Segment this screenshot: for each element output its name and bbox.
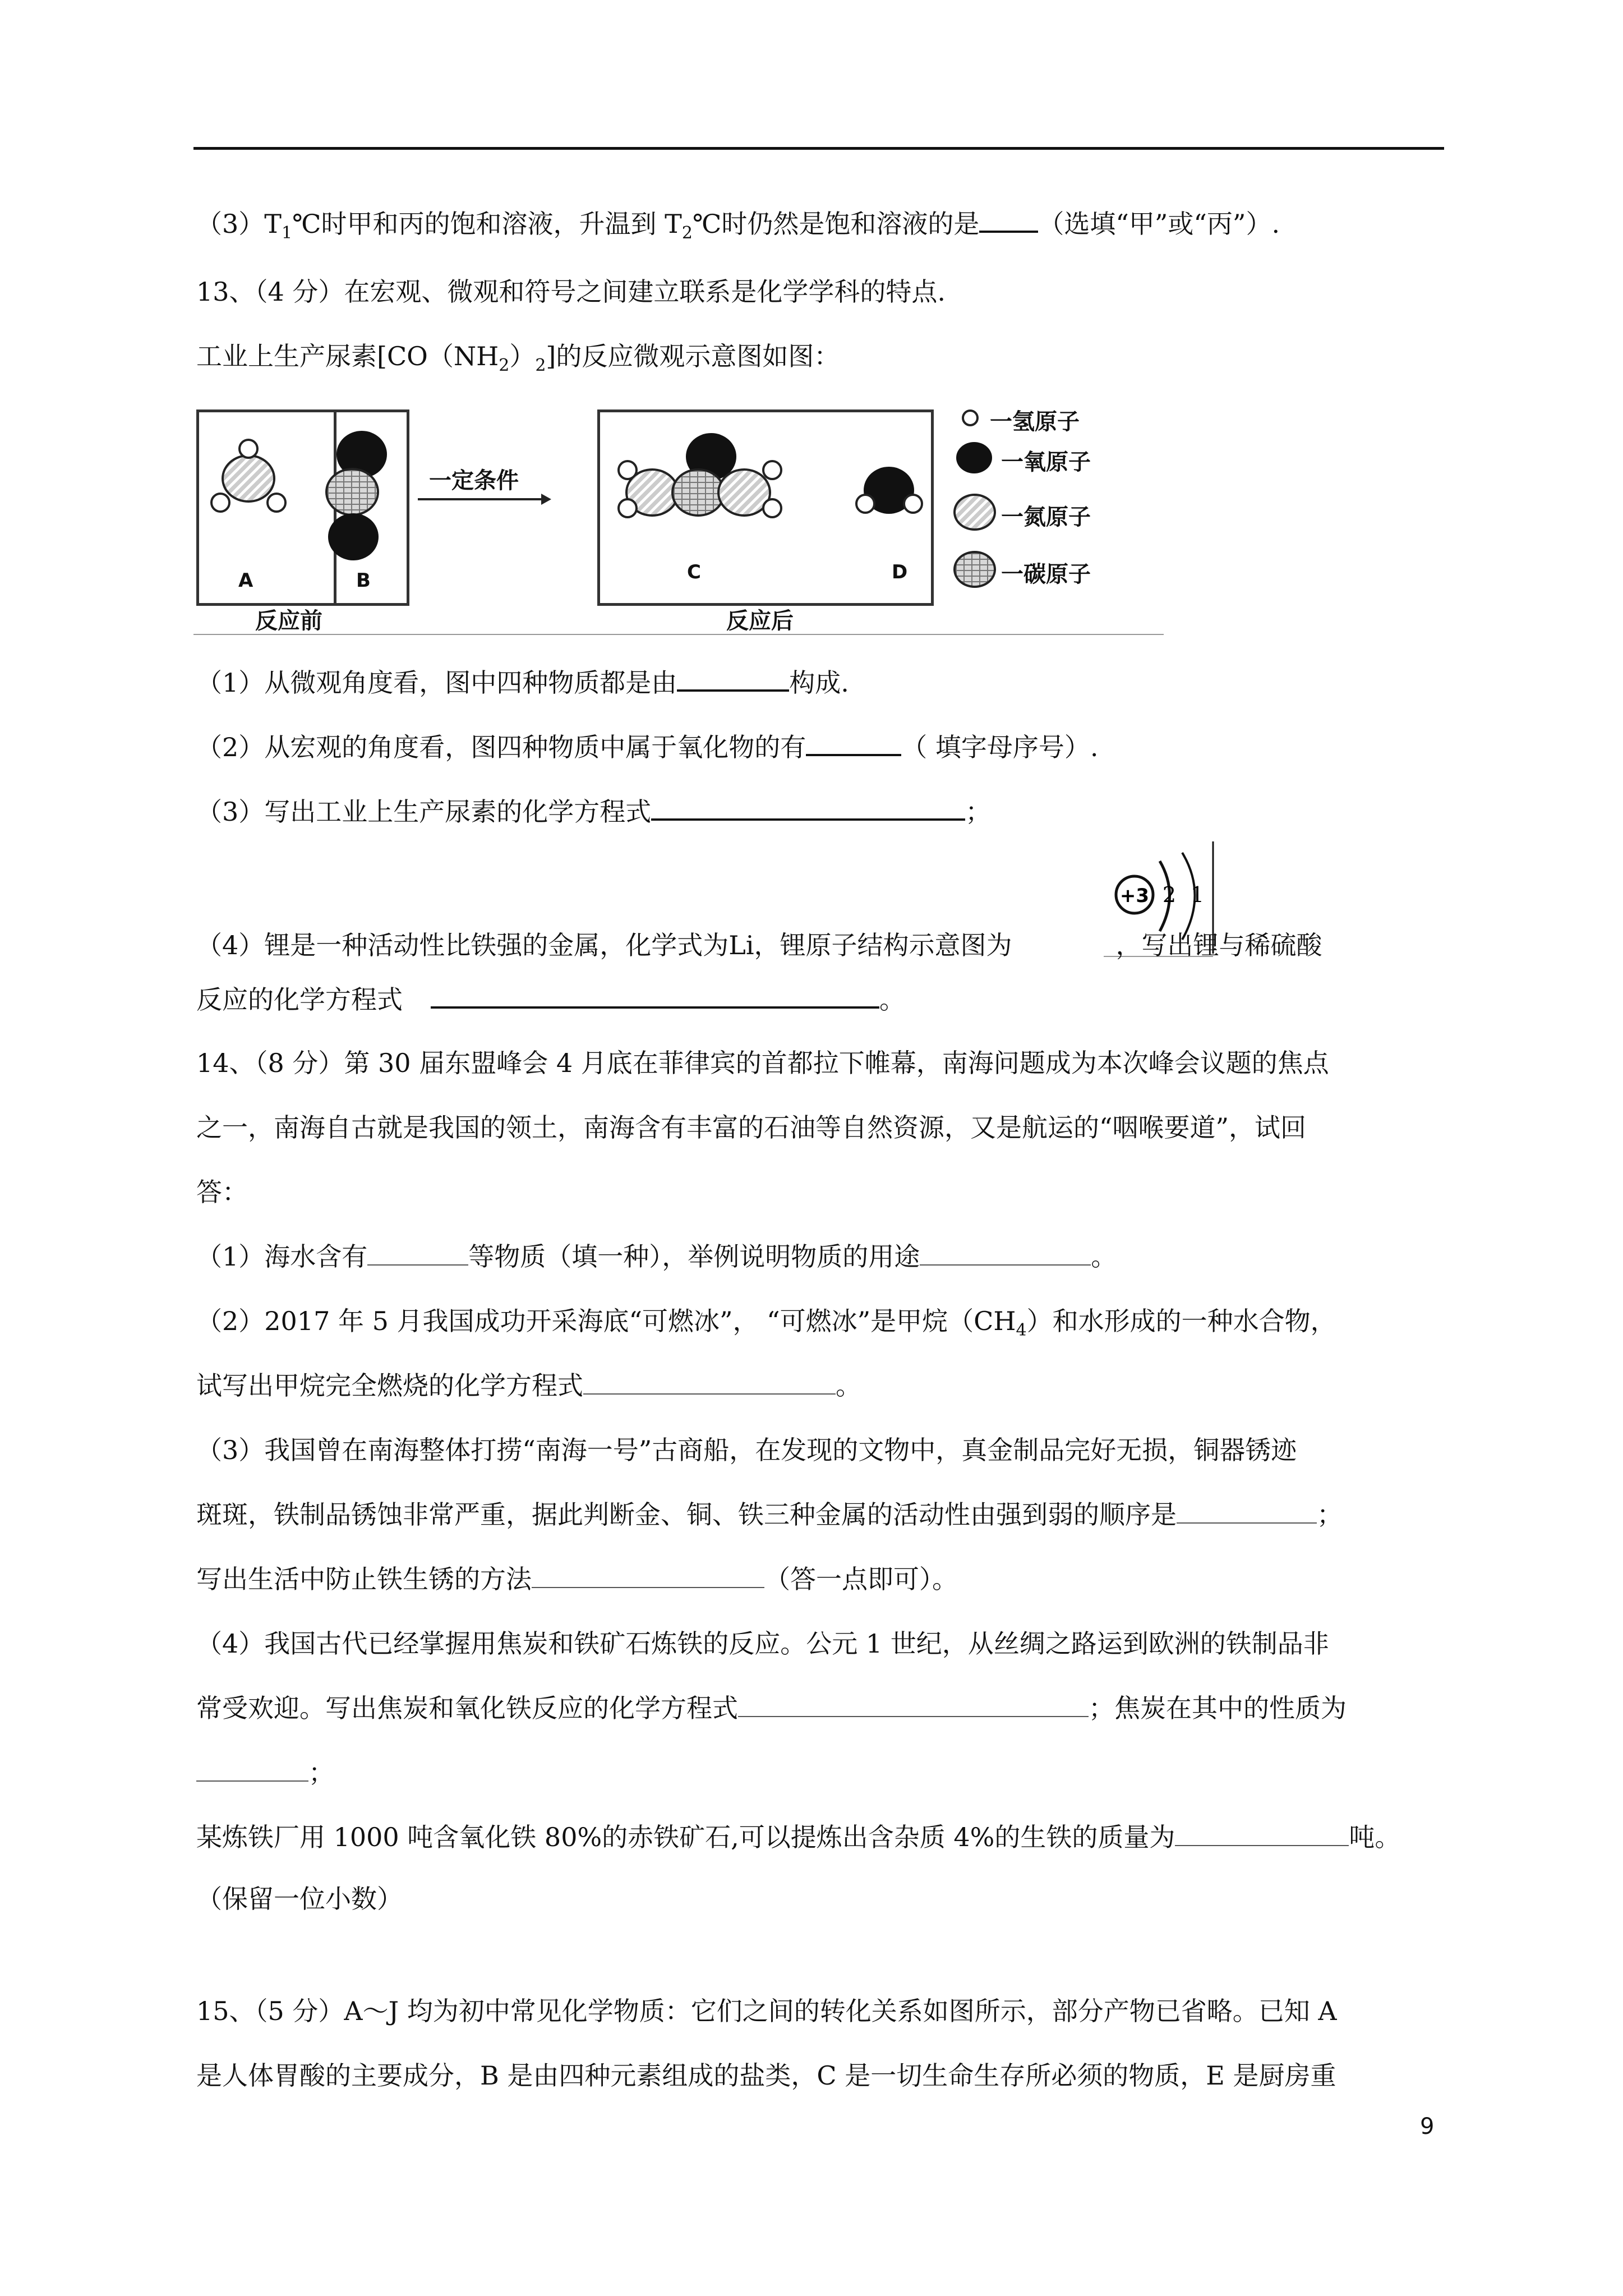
q13-part4b: 反应的化学方程式 。 — [196, 982, 905, 1016]
q14-part4b: 常受欢迎。写出焦炭和氧化铁反应的化学方程式 ；焦炭在其中的性质为 — [196, 1691, 1347, 1725]
legend-hydrogen: 一氢原子 — [990, 408, 1080, 435]
label-d: D — [892, 561, 908, 583]
q12-part3: $(3)T_1℃$时甲和丙的饱和溶液，升温到 $T_2℃$时仍然是饱和溶液的是 （选填“甲”或“丙”）. — [196, 206, 1280, 241]
q14-part4d: 某炼铁厂用 1000 吨含氧化铁 80%的赤铁矿石,可以提炼出含杂质 4%的生铁的质量为 吨。 — [196, 1820, 1400, 1854]
q14-heading-3: 答： — [196, 1177, 248, 1207]
answer-blank[interactable] — [651, 794, 965, 821]
caption-after: 反应后 — [726, 608, 794, 634]
answer-blank[interactable] — [920, 1240, 1091, 1266]
answer-blank[interactable] — [196, 1756, 308, 1782]
answer-blank[interactable] — [431, 982, 879, 1009]
carbon-atom — [325, 468, 379, 516]
answer-blank[interactable] — [583, 1369, 836, 1395]
q14-part2b: 试写出甲烷完全燃烧的化学方程式 。 — [196, 1369, 861, 1402]
q13-part4a: （4）锂是一种活动性比铁强的金属，化学式为Li，锂原子结构示意图为 ，写出锂与稀硫酸 — [196, 930, 1322, 960]
legend-nitrogen: 一氮原子 — [1001, 504, 1091, 530]
lithium-nucleus: +3 — [1119, 885, 1150, 907]
q13-part1: （1）从微观角度看，图中四种物质都是由 构成. — [196, 665, 849, 700]
q14-part3a: （3）我国曾在南海整体打捞“南海一号”古商船，在发现的文物中，真金制品完好无损，铜器锈迹 — [196, 1435, 1297, 1465]
header-rule — [193, 147, 1444, 150]
q13-part2: （2）从宏观的角度看，图四种物质中属于氧化物的有 （ 填字母序号）. — [196, 729, 1099, 764]
hydrogen-atom — [903, 494, 923, 514]
q14-part4c: ； — [196, 1756, 334, 1789]
answer-blank[interactable] — [532, 1562, 764, 1588]
hydrogen-atom — [210, 493, 230, 513]
reaction-arrow — [418, 491, 552, 508]
q14-part1: （1）海水含有 等物质（填一种），举例说明物质的用途 。 — [196, 1240, 1117, 1273]
q13-part3: （3）写出工业上生产尿素的化学方程式 ； — [196, 794, 991, 829]
q15-line1: 15、（5 分）A～J 均为初中常见化学物质：它们之间的转化关系如图所示，部分产物已省略。已知 A — [196, 1996, 1337, 2026]
q14-heading-1: 14、（8 分）第 30 届东盟峰会 4 月底在菲律宾的首都拉下帷幕，南海问题成为本次峰会议题的焦点 — [196, 1048, 1329, 1078]
oxygen-atom — [328, 513, 379, 560]
hydrogen-atom — [238, 439, 259, 459]
hydrogen-atom — [266, 493, 287, 513]
hydrogen-atom — [617, 498, 638, 518]
page-number: 9 — [1420, 2114, 1435, 2139]
q14-heading-2: 之一，南海自古就是我国的领土，南海含有丰富的石油等自然资源，又是航运的“咽喉要道”，试回 — [196, 1112, 1307, 1143]
answer-blank[interactable] — [806, 729, 901, 756]
answer-blank[interactable] — [677, 665, 789, 692]
legend-oxygen: 一氧原子 — [1001, 449, 1091, 475]
legend-oxygen-icon — [956, 442, 992, 473]
answer-blank[interactable] — [1177, 1498, 1317, 1524]
q15-line2: 是人体胃酸的主要成分，B 是由四种元素组成的盐类，C 是一切生命生存所必须的物质，E 是厨房重 — [196, 2060, 1336, 2091]
answer-blank[interactable] — [979, 206, 1038, 233]
legend-carbon-icon — [953, 551, 996, 588]
answer-blank[interactable] — [367, 1240, 468, 1266]
lithium-shell2-count: 1 — [1190, 882, 1205, 907]
hydrogen-atom — [762, 460, 782, 480]
reaction-condition: 一定条件 — [429, 467, 519, 494]
hydrogen-atom — [762, 498, 782, 518]
q14-part4a: （4）我国古代已经掌握用焦炭和铁矿石炼铁的反应。公元 1 世纪，从丝绸之路运到欧洲的铁制品非 — [196, 1628, 1329, 1659]
label-a: A — [238, 569, 253, 592]
legend-carbon: 一碳原子 — [1001, 561, 1091, 587]
label-c: C — [687, 561, 701, 583]
q14-part3b: 斑斑，铁制品锈蚀非常严重，据此判断金、铜、铁三种金属的活动性由强到弱的顺序是 ； — [196, 1498, 1343, 1531]
hydrogen-atom — [855, 494, 875, 514]
caption-before: 反应前 — [255, 608, 322, 634]
q13-intro: 工业上生产尿素$[CO(NH_2)_2]$的反应微观示意图如图： — [196, 341, 840, 375]
q14-part2a: （2）2017 年 5 月我国成功开采海底“可燃冰”， “可燃冰”是甲烷$(CH_4)$和水形成的一种水合物， — [196, 1306, 1336, 1340]
nitrogen-atom — [222, 454, 275, 503]
label-b: B — [356, 569, 371, 592]
answer-blank[interactable] — [738, 1691, 1089, 1717]
legend-nitrogen-icon — [953, 494, 996, 531]
answer-blank[interactable] — [1175, 1820, 1349, 1846]
q13-heading: 13、（4 分）在宏观、微观和符号之间建立联系是化学学科的特点. — [196, 277, 946, 307]
figure-bottom-rule — [193, 634, 1164, 635]
lithium-shell1-count: 2 — [1162, 882, 1177, 907]
legend-hydrogen-icon — [962, 409, 979, 426]
q14-part3c: 写出生活中防止铁生锈的方法 （答一点即可）。 — [196, 1562, 958, 1596]
urea-reaction-diagram — [193, 398, 1164, 634]
q14-part4e: （保留一位小数） — [196, 1884, 403, 1914]
hydrogen-atom — [617, 460, 638, 480]
